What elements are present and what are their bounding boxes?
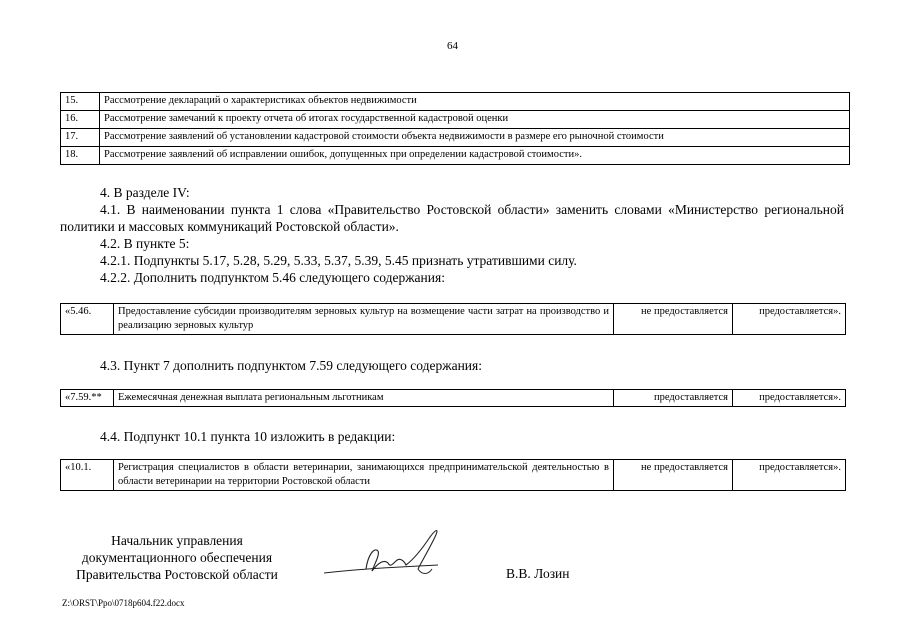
row-number: 17. — [61, 129, 100, 147]
table-row — [61, 390, 846, 407]
row-number: 16. — [61, 111, 100, 129]
item-number: «5.46. — [61, 304, 114, 335]
signatory-title-line: Правительства Ростовской области — [76, 567, 278, 582]
table-row — [61, 304, 846, 335]
item-7-59-table — [60, 389, 846, 407]
row-number: 15. — [61, 93, 100, 111]
paragraph-4-4: 4.4. Подпункт 10.1 пункта 10 изложить в редакции: — [100, 429, 396, 444]
paragraph-4-2-2: 4.2.2. Дополнить подпунктом 5.46 следующего содержания: — [100, 270, 445, 285]
item-status-old: не предоставляется — [614, 460, 733, 491]
table-row — [61, 460, 846, 491]
table-row — [61, 93, 850, 111]
row-text: Рассмотрение замечаний к проекту отчета об итогах государственной кадастровой оценки — [100, 111, 850, 129]
table-row — [61, 129, 850, 147]
item-text: Регистрация специалистов в области ветеринарии, занимающихся предпринимательской деятельностью в области ветеринарии на территории Ростовской области — [114, 460, 614, 491]
signatory-title — [62, 532, 292, 583]
item-text: Ежемесячная денежная выплата региональным льготникам — [114, 390, 614, 407]
row-number: 18. — [61, 147, 100, 165]
item-5-46-table — [60, 303, 846, 335]
signatory-name: В.В. Лозин — [506, 566, 570, 581]
item-status-new: предоставляется». — [733, 390, 846, 407]
item-text: Предоставление субсидии производителям зерновых культур на возмещение части затрат на производство и реализацию зерновых культур — [114, 304, 614, 335]
paragraph-4-2-1: 4.2.1. Подпункты 5.17, 5.28, 5.29, 5.33, 5.37, 5.39, 5.45 признать утратившими силу. — [100, 253, 577, 268]
paragraph-4-2: 4.2. В пункте 5: — [100, 236, 190, 251]
row-text: Рассмотрение деклараций о характеристиках объектов недвижимости — [100, 93, 850, 111]
signatory-title-line: документационного обеспечения — [81, 550, 273, 565]
paragraph-4-1: 4.1. В наименовании пункта 1 слова «Правительство Ростовской области» заменить словами «Министерство региональной политики и массовых коммуникаций Ростовской области». — [60, 202, 844, 234]
row-text: Рассмотрение заявлений об исправлении ошибок, допущенных при определении кадастровой стоимости». — [100, 147, 850, 165]
table-row — [61, 111, 850, 129]
signatory-title-line: Начальник управления — [111, 533, 243, 548]
item-status-old: предоставляется — [614, 390, 733, 407]
table-row — [61, 147, 850, 165]
item-status-new: предоставляется». — [733, 460, 846, 491]
handwritten-signature — [318, 525, 468, 585]
paragraph-4: 4. В разделе IV: — [100, 185, 190, 200]
item-status-new: предоставляется». — [733, 304, 846, 335]
item-status-old: не предоставляется — [614, 304, 733, 335]
item-number: «7.59.** — [61, 390, 114, 407]
row-text: Рассмотрение заявлений об установлении кадастровой стоимости объекта недвижимости в размере его рыночной стоимости — [100, 129, 850, 147]
paragraph-4-3: 4.3. Пункт 7 дополнить подпунктом 7.59 следующего содержания: — [100, 358, 482, 373]
page-number: 64 — [447, 40, 458, 52]
procedures-table — [60, 92, 850, 165]
item-number: «10.1. — [61, 460, 114, 491]
item-10-1-table — [60, 459, 846, 491]
file-path: Z:\ORST\Ppo\0718p604.f22.docx — [62, 598, 185, 608]
